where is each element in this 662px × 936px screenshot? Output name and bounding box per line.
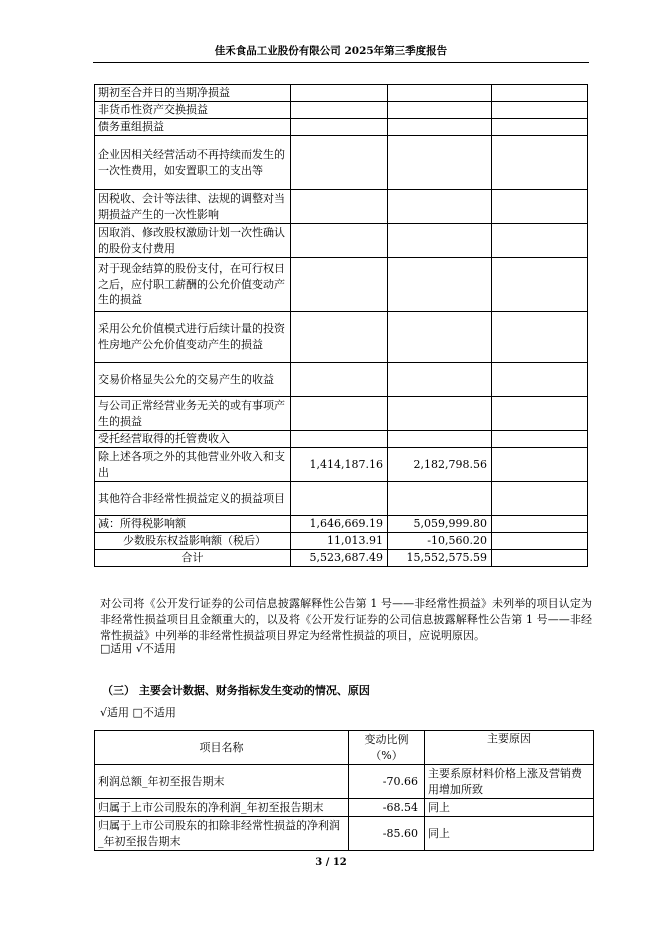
table-row xyxy=(95,482,588,516)
row-label: 其他符合非经常性损益定义的损益项目 xyxy=(95,482,291,516)
row-item: 利润总额_年初至报告期末 xyxy=(95,765,349,799)
value-current xyxy=(291,224,388,258)
value-current xyxy=(291,397,388,431)
value-current: 11,013.91 xyxy=(291,533,388,550)
value-note xyxy=(492,533,588,550)
table-row xyxy=(95,799,594,817)
value-ytd xyxy=(388,224,492,258)
value-note xyxy=(492,102,588,119)
row-ratio: -70.66 xyxy=(349,765,425,799)
header-reason: 主要原因 xyxy=(425,731,594,765)
value-current xyxy=(291,190,388,224)
table-row xyxy=(95,363,588,397)
value-ytd xyxy=(388,258,492,312)
value-note xyxy=(492,224,588,258)
value-note xyxy=(492,258,588,312)
table-row xyxy=(95,224,588,258)
value-note xyxy=(492,85,588,102)
row-label: 企业因相关经营活动不再持续而发生的一次性费用，如安置职工的支出等 xyxy=(95,136,291,190)
table-row xyxy=(95,431,588,448)
value-ytd xyxy=(388,431,492,448)
value-note xyxy=(492,550,588,567)
row-reason: 同上 xyxy=(425,817,594,851)
row-reason: 主要系原材料价格上涨及营销费用增加所致 xyxy=(425,765,594,799)
value-current xyxy=(291,363,388,397)
table-row xyxy=(95,258,588,312)
value-note xyxy=(492,312,588,363)
row-ratio: -68.54 xyxy=(349,799,425,817)
row-label: 与公司正常经营业务无关的或有事项产生的损益 xyxy=(95,397,291,431)
value-note xyxy=(492,516,588,533)
value-ytd xyxy=(388,363,492,397)
row-ratio: -85.60 xyxy=(349,817,425,851)
value-ytd: 15,552,575.59 xyxy=(388,550,492,567)
row-label: 交易价格显失公允的交易产生的收益 xyxy=(95,363,291,397)
row-reason: 同上 xyxy=(425,799,594,817)
value-note xyxy=(492,190,588,224)
note-paragraph: 对公司将《公开发行证券的公司信息披露解释性公告第 1 号——非经常性损益》未列举的项目认定为非经常性损益项目且金额重大的，以及将《公开发行证券的公司信息披露解释性公告第 1 号——非经常性损益》中列举的非经常性损益项目界定为经常性损益的项目，应说明原因。 xyxy=(100,597,592,642)
row-label: 减：所得税影响额 xyxy=(95,516,291,533)
value-current xyxy=(291,258,388,312)
row-label: 受托经营取得的托管费收入 xyxy=(95,431,291,448)
value-current: 1,646,669.19 xyxy=(291,516,388,533)
row-label: 合计 xyxy=(95,550,291,567)
row-label: 非货币性资产交换损益 xyxy=(95,102,291,119)
value-ytd xyxy=(388,85,492,102)
header-ratio: 变动比例（%） xyxy=(349,731,425,765)
value-note xyxy=(492,136,588,190)
row-item: 归属于上市公司股东的净利润_年初至报告期末 xyxy=(95,799,349,817)
value-ytd xyxy=(388,482,492,516)
note-applicability: □适用 √不适用 xyxy=(100,642,176,655)
value-ytd: 5,059,999.80 xyxy=(388,516,492,533)
row-label: 因取消、修改股权激励计划一次性确认的股份支付费用 xyxy=(95,224,291,258)
value-note xyxy=(492,397,588,431)
value-current xyxy=(291,431,388,448)
row-label: 采用公允价值模式进行后续计量的投资性房地产公允价值变动产生的损益 xyxy=(95,312,291,363)
row-label: 对于现金结算的股份支付，在可行权日之后，应付职工薪酬的公允价值变动产生的损益 xyxy=(95,258,291,312)
value-note xyxy=(492,482,588,516)
value-ytd xyxy=(388,136,492,190)
table-row xyxy=(95,550,588,567)
table-row xyxy=(95,516,588,533)
table-row xyxy=(95,102,588,119)
value-current xyxy=(291,136,388,190)
table-row xyxy=(95,312,588,363)
row-label: 少数股东权益影响额（税后） xyxy=(95,533,291,550)
non-recurring-gains-table xyxy=(94,84,588,567)
changes-table xyxy=(94,730,594,851)
value-ytd xyxy=(388,190,492,224)
page-number: 3 / 12 xyxy=(315,857,347,868)
value-ytd xyxy=(388,102,492,119)
value-ytd xyxy=(388,312,492,363)
row-label: 因税收、会计等法律、法规的调整对当期损益产生的一次性影响 xyxy=(95,190,291,224)
value-current xyxy=(291,312,388,363)
header-rule xyxy=(93,62,589,63)
value-current xyxy=(291,482,388,516)
value-note xyxy=(492,431,588,448)
value-current xyxy=(291,102,388,119)
table-row xyxy=(95,397,588,431)
value-current xyxy=(291,85,388,102)
row-label: 债务重组损益 xyxy=(95,119,291,136)
value-current: 1,414,187.16 xyxy=(291,448,388,482)
value-current xyxy=(291,119,388,136)
value-ytd: -10,560.20 xyxy=(388,533,492,550)
table-row xyxy=(95,765,594,799)
page-header: 佳禾食品工业股份有限公司 2025年第三季度报告 xyxy=(214,45,448,57)
table-row xyxy=(95,85,588,102)
row-item: 归属于上市公司股东的扣除非经常性损益的净利润_年初至报告期末 xyxy=(95,817,349,851)
table-row xyxy=(95,533,588,550)
section-title: （三） 主要会计数据、财务指标发生变动的情况、原因 xyxy=(102,684,370,697)
row-label: 期初至合并日的当期净损益 xyxy=(95,85,291,102)
value-note xyxy=(492,448,588,482)
table-row xyxy=(95,817,594,851)
table-row xyxy=(95,190,588,224)
table-header-row xyxy=(95,731,594,765)
value-ytd xyxy=(388,119,492,136)
value-ytd: 2,182,798.56 xyxy=(388,448,492,482)
row-label: 除上述各项之外的其他营业外收入和支出 xyxy=(95,448,291,482)
value-ytd xyxy=(388,397,492,431)
table-row xyxy=(95,119,588,136)
table-row xyxy=(95,136,588,190)
section-applicability: √适用 □不适用 xyxy=(100,706,176,719)
value-current: 5,523,687.49 xyxy=(291,550,388,567)
table-row xyxy=(95,448,588,482)
header-item: 项目名称 xyxy=(95,731,349,765)
value-note xyxy=(492,119,588,136)
value-note xyxy=(492,363,588,397)
